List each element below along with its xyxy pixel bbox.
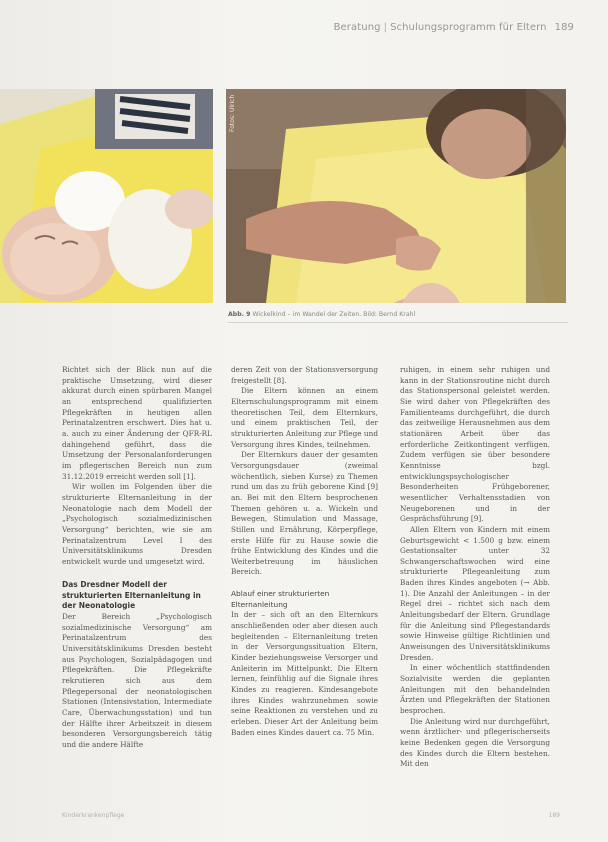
paragraph: In einer wöchentlich stattfindenden Sozialvisite werden die geplanten Anleitungen mit den behandelnden Ärzten und Pflegekräften der Stationen besprochen. (400, 663, 550, 715)
footer-page-number: 189 (548, 812, 560, 819)
divider: | (383, 22, 388, 33)
caption-rule (228, 322, 568, 323)
footer-journal: Kinderkrankenpflege (62, 812, 125, 819)
subsection-heading: Ablauf einer strukturierten Elternanleitung (231, 589, 330, 609)
parent-bathing-photo-image (226, 89, 566, 303)
paragraph: Der Bereich „Psychologisch sozialmedizinische Versorgung“ am Perinatalzentrum des Universitätsklinikums Dresden besteht aus Psychologen, Sozialpädagogen und Pflegekräften. Die Pflegekräfte rekrutieren sich aus dem Pflegepersonal der neonatologischen Stationen (Intensivstation, Intermediate Care, Überwachungsstation) und tun der Hälfte ihrer Arbeitszeit in diesem besonderen Versorgungsbereich tätig und die andere Hälfte (62, 611, 212, 749)
photo-credit: Fotos: Ulrich (229, 94, 236, 132)
baby-photo-left-image (0, 89, 213, 303)
paragraph: Richtet sich der Blick nun auf die praktische Umsetzung, wird dieser akkurat durch einen spürbaren Mangel an entsprechend qualifizierten Pflegekräften in heutigen allen Perinatalzentren erschwert. Dies hat u. a. auch zu einer Änderung der QFR-RL dahingehend geführt, dass die Umsetzung der Personalanforderungen im pflegerischen Bereich nun zum 31.12.2019 erreicht werden soll [1]. (62, 365, 212, 481)
caption-label: Abb. 9 (228, 311, 251, 318)
figure-caption (228, 311, 568, 318)
running-head (334, 22, 574, 33)
paragraph: Allen Eltern von Kindern mit einem Geburtsgewicht < 1.500 g bzw. einem Gestationsalter unter 32 Schwangerschaftswochen wird eine strukturierte Pflegeanleitung zum Baden ihres Kindes angeboten (→ Abb. 1). Die Anzahl der Anleitungen – in der Regel drei – richtet sich nach dem Anleitungsbedarf der Eltern. Grundlage für die Anleitung sind Pflegestandards sowie Hinweise gültige Richtlinien und Anweisungen des Universitätsklinikums Dresden. (400, 524, 550, 662)
paragraph: In der – sich oft an den Elternkurs anschließenden oder aber diesen auch begleitenden – Elternanleitung treten in der Versorgungssituation Eltern, Kinder beziehungsweise Versorger und Anleiterin im Mittelpunkt. Die Eltern lernen, feinfühlig auf die Signale ihres Kindes zu reagieren. Kindesangebote ihres Kindes wahrzunehmen sowie seine Reaktionen zu verstehen und zu erleben. Dieser Art der Anleitung beim Baden eines Kindes dauert ca. 75 Min. (231, 610, 378, 737)
text-column-1 (62, 365, 212, 751)
section-heading: Das Dresdner Modell der strukturierten Elternanleitung in der Neonatologie (62, 580, 201, 611)
text-column-3 (400, 365, 550, 770)
text-column-2 (231, 365, 378, 738)
paragraph: Wir wollen im Folgenden über die strukturierte Elternanleitung in der Neonatologie nach dem Modell der „Psychologisch sozialmedizinischen Versorgung“ berichten, wie sie am Perinatalzentrum Level I des Universitätsklinikums Dresden entwickelt wurde und umgesetzt wird. (62, 482, 212, 566)
caption-text: Wickelkind – im Wandel der Zeiten. Bild: Bernd Krahl (252, 311, 416, 318)
paragraph: ruhigen, in einem sehr ruhigen und kann in der Stationsroutine nicht durch das Stationspersonal geleistet werden. Sie wird daher von Pflegekräften des Familienteams durchgeführt, die durch das zeitweilige Herausnehmen aus dem stationären Arbeit über das erforderliche Zeitkontingent verfügen. Zudem verfügen sie über besondere Kenntnisse bzgl. entwicklungspsychologischer Besonderheiten Frühgeborener, wesentlicher Verhaltensstadien von Neugeborenen und in der Gesprächsführung [9]. (400, 365, 550, 524)
paragraph: Die Anleitung wird nur durchgeführt, wenn ärztlicher- und pflegerischerseits keine Bedenken gegen die Versorgung des Kindes durch die Eltern bestehen. Mit den (400, 716, 550, 769)
paragraph: Der Elternkurs dauer der gesamten Versorgungsdauer (zweimal wöchentlich, sieben Kurse) zu Themen rund um das zu früh geborene Kind [9] an. Bei mit den Eltern besprochenen Themen gehören u. a. Wickeln und Bewegen, Stimulation und Massage, Stillen und Ernährung, Körperpflege, erste Hilfe für zu Hause sowie die frühe Entwicklung des Kindes und die Weiterbetreuung im häuslichen Bereich. (231, 450, 378, 577)
paragraph: deren Zeit von der Stationsversorgung freigestellt [8]. (231, 365, 378, 385)
baby-photo-left (0, 89, 213, 303)
paragraph: Die Eltern können an einem Elternschulungsprogramm mit einem theoretischen Teil, dem Elternkurs, und einem praktischen Teil, der strukturierten Anleitung zur Pflege und Versorgung ihres Kindes, teilnehmen. (231, 386, 378, 449)
section-label: Beratung (333, 22, 381, 33)
page-number: 189 (554, 22, 574, 33)
topic-label: Schulungsprogramm für Eltern (390, 22, 547, 33)
parent-bathing-photo (226, 89, 566, 303)
